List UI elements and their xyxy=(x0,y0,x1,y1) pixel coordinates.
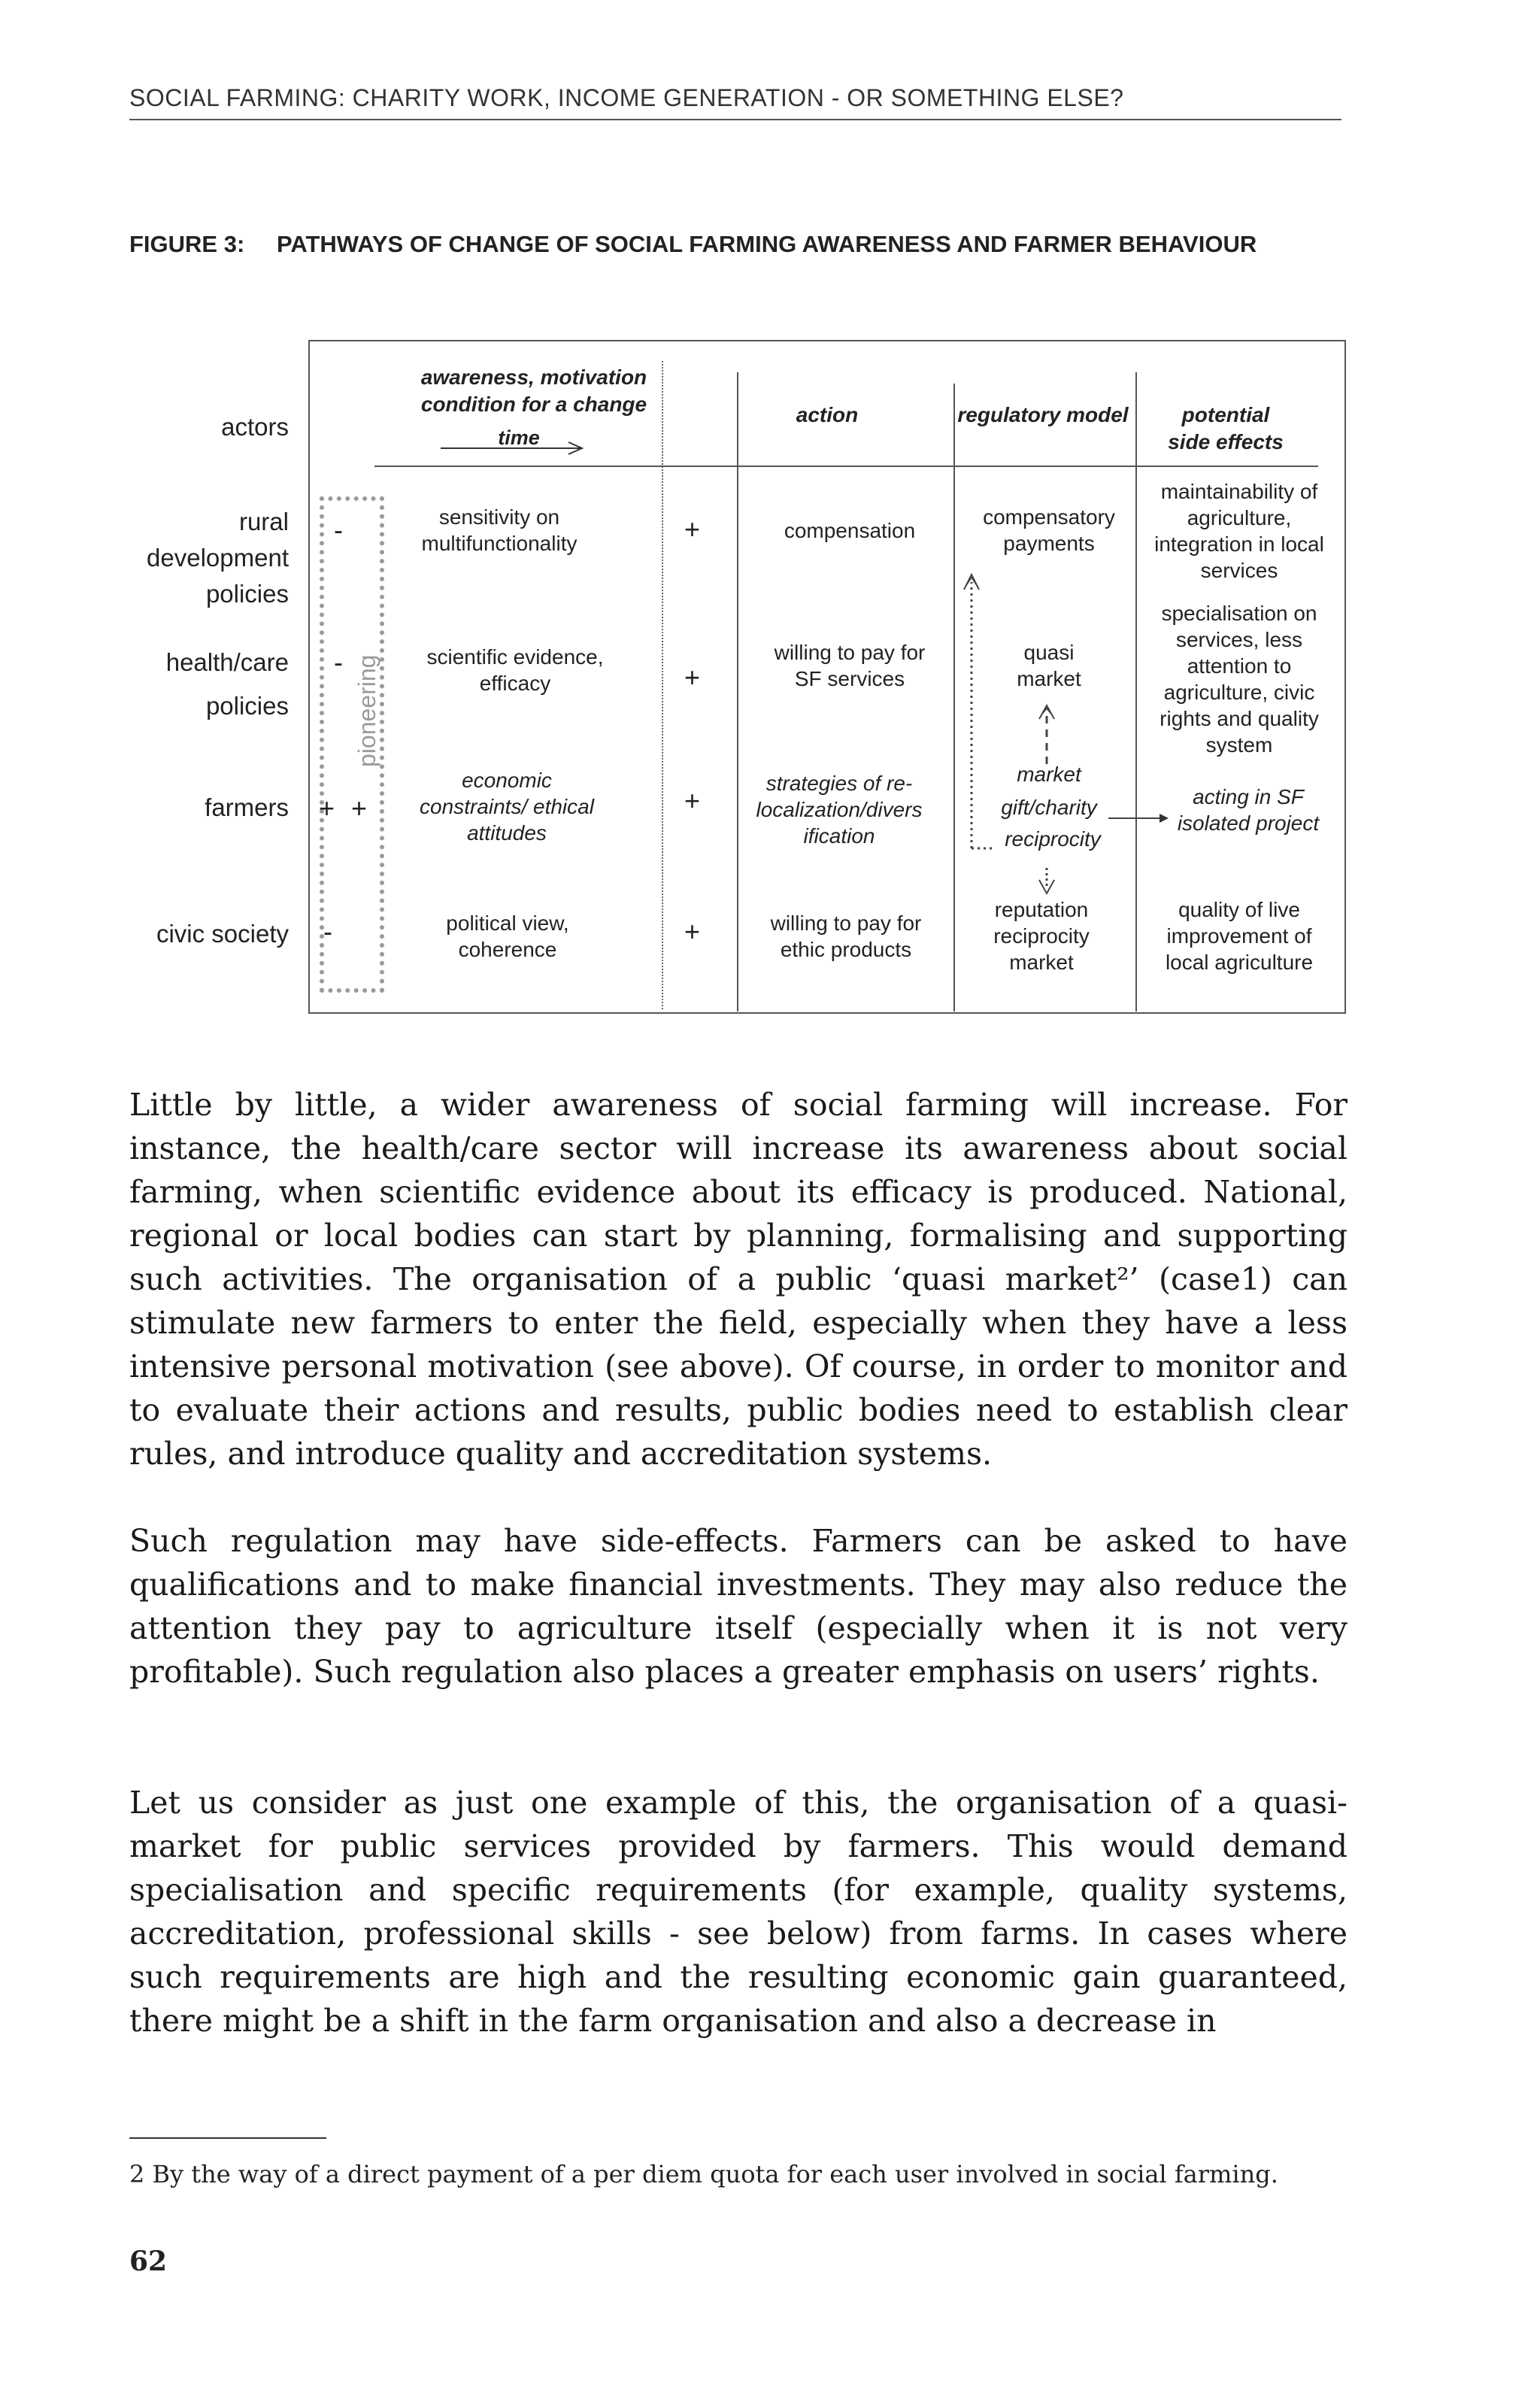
regulatory-cell: reputation reciprocity market xyxy=(993,898,1090,974)
header-time: time xyxy=(498,426,540,449)
footnote: 2 By the way of a direct payment of a per diem quota for each user involved in social farming. xyxy=(129,2160,1278,2188)
header-rule xyxy=(129,119,1341,120)
figure-title: PATHWAYS OF CHANGE OF SOCIAL FARMING AWARENESS AND FARMER BEHAVIOUR xyxy=(277,231,1257,257)
regulatory-cell: quasi market xyxy=(1017,641,1081,690)
action-cell: willing to pay for ethic products xyxy=(770,911,922,961)
awareness-cell: economic constraints/ ethical attitudes xyxy=(420,769,594,845)
actor-rural-development: rural development policies xyxy=(147,508,289,608)
side-effects-cell: acting in SF isolated project xyxy=(1177,785,1320,835)
plus-sign: + xyxy=(684,916,701,947)
plus-sign: + xyxy=(684,662,701,693)
row-sign: - xyxy=(323,916,332,947)
regulatory-gift: gift/charity xyxy=(1001,796,1097,819)
header-action: action xyxy=(796,403,859,426)
regulatory-arrows-icon xyxy=(955,564,1361,895)
figure-label: FIGURE 3: xyxy=(129,231,245,257)
header-side-effects: potential side effects xyxy=(1168,403,1284,453)
paragraph: Such regulation may have side-effects. Farmers can be asked to have qualifications and to make financial investments. They may also reduce the attention they pay to agriculture itself (especially when it is not very profitable). Such regulation also places a greater emphasis on users’ rights. xyxy=(129,1523,1348,1690)
header-awareness: awareness, motivation condition for a change xyxy=(420,365,647,416)
side-effects-cell: specialisation on services, less attention to agriculture, civic rights and quality system xyxy=(1160,602,1319,757)
awareness-cell: scientific evidence, efficacy xyxy=(426,645,604,695)
actor-health-care: health/care policies xyxy=(165,648,289,720)
pioneering-label: pioneering xyxy=(353,654,380,767)
time-arrow-icon xyxy=(439,441,590,456)
side-effects-cell: quality of live improvement of local agriculture xyxy=(1165,898,1314,974)
plus-sign: + xyxy=(684,514,701,544)
regulatory-market: market xyxy=(1017,763,1081,786)
running-header: SOCIAL FARMING: CHARITY WORK, INCOME GENERATION - OR SOMETHING ELSE? xyxy=(129,84,1124,111)
row-sign: - xyxy=(334,514,343,545)
footnote-rule xyxy=(129,2137,326,2139)
paragraph: Little by little, a wider awareness of social farming will increase. For instance, the health/care sector will increase its awareness about social farming, when scientific evidence about its efficacy is produced. National, regional or local bodies can start by planning, formalising and supporting such activities. The organisation of a public ‘quasi market²’ (case1) can stimulate new farmers to enter the field, especially when they have a less intensive personal motivation (see above). Of course, in order to monitor and to evaluate their actions and results, public bodies need to establish clear rules, and introduce quality and accreditation systems. xyxy=(129,1087,1348,1472)
plus-sign: + xyxy=(684,785,701,816)
action-cell: willing to pay for SF services xyxy=(774,641,926,690)
header-regulatory: regulatory model xyxy=(957,403,1129,426)
awareness-cell: political view, coherence xyxy=(446,911,569,961)
header-divider xyxy=(374,466,1318,467)
regulatory-cell: compensatory payments xyxy=(983,505,1115,555)
action-cell: compensation xyxy=(784,519,916,542)
awareness-cell: sensitivity on multifunctionality xyxy=(421,505,578,555)
row-sign: + + xyxy=(319,793,372,823)
paragraph: Let us consider as just one example of this, the organisation of a quasi-market for public services provided by farmers. This would demand specialisation and specific requirements (for example, quality systems, accreditation, professional skills - see below) from farms. In cases where such requirements are high and the resulting economic gain guaranteed, there might be a shift in the farm organisation and also a decrease in xyxy=(129,1785,1348,2039)
side-effects-cell: maintainability of agriculture, integration in local services xyxy=(1154,480,1324,582)
action-cell: strategies of re-localization/divers ification xyxy=(756,772,923,848)
column-divider xyxy=(737,372,738,1012)
header-actors: actors xyxy=(221,413,289,441)
page-number: 62 xyxy=(129,2246,168,2277)
row-sign: - xyxy=(334,647,343,678)
actor-civic-society: civic society xyxy=(156,920,289,948)
column-divider xyxy=(662,361,663,1009)
regulatory-reciprocity: reciprocity xyxy=(1005,827,1101,851)
actor-farmers: farmers xyxy=(205,793,289,821)
